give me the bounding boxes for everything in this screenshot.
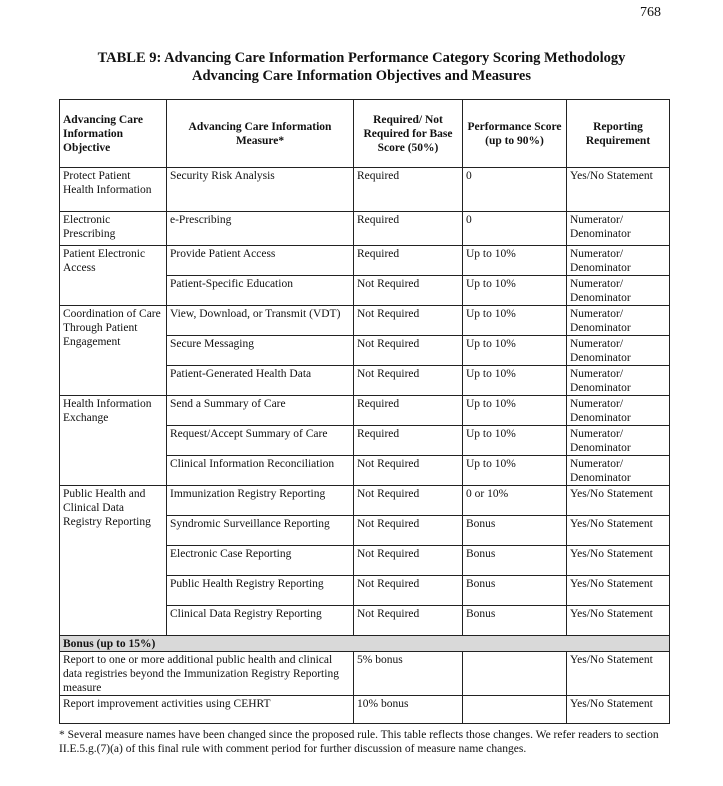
table-body xyxy=(60,168,670,724)
header-performance: Performance Score (up to 90%) xyxy=(463,100,567,168)
bonus-reporting-cell: Yes/No Statement xyxy=(567,652,670,696)
required-cell: Not Required xyxy=(354,456,463,486)
bonus-empty-cell xyxy=(463,696,567,724)
reporting-cell: Yes/No Statement xyxy=(567,516,670,546)
measure-cell: Secure Messaging xyxy=(167,336,354,366)
header-objective: Advancing Care Information Objective xyxy=(60,100,167,168)
required-cell: Not Required xyxy=(354,306,463,336)
required-cell: Not Required xyxy=(354,336,463,366)
header-reporting: Reporting Requirement xyxy=(567,100,670,168)
objective-cell: Patient Electronic Access xyxy=(60,246,167,306)
score-cell: Up to 10% xyxy=(463,336,567,366)
reporting-cell: Yes/No Statement xyxy=(567,168,670,212)
reporting-cell: Yes/No Statement xyxy=(567,546,670,576)
objective-cell: Public Health and Clinical Data Registry Reporting xyxy=(60,486,167,636)
score-cell: Up to 10% xyxy=(463,276,567,306)
bonus-description-cell: Report to one or more additional public health and clinical data registries beyond the Immunization Registry Reporting measure xyxy=(60,652,354,696)
measure-cell: View, Download, or Transmit (VDT) xyxy=(167,306,354,336)
table-title-line2: Advancing Care Information Objectives and Measures xyxy=(192,68,531,84)
required-cell: Not Required xyxy=(354,546,463,576)
objective-cell: Protect Patient Health Information xyxy=(60,168,167,212)
score-cell: 0 xyxy=(463,212,567,246)
required-cell: Not Required xyxy=(354,516,463,546)
page-number: 768 xyxy=(640,5,661,20)
score-cell: Up to 10% xyxy=(463,426,567,456)
score-cell: Up to 10% xyxy=(463,396,567,426)
objective-cell: Health Information Exchange xyxy=(60,396,167,486)
score-cell: 0 or 10% xyxy=(463,486,567,516)
score-cell: Bonus xyxy=(463,516,567,546)
required-cell: Not Required xyxy=(354,486,463,516)
measure-cell: Request/Accept Summary of Care xyxy=(167,426,354,456)
required-cell: Required xyxy=(354,426,463,456)
reporting-cell: Yes/No Statement xyxy=(567,606,670,636)
bonus-description-cell: Report improvement activities using CEHRT xyxy=(60,696,354,724)
measure-cell: Send a Summary of Care xyxy=(167,396,354,426)
footnote: * Several measure names have been changed since the proposed rule. This table reflects those changes. We refer readers to section II.E.5.g.(7)(a) of this final rule with comment period for further discussion of measure name changes. xyxy=(59,729,659,755)
reporting-cell: Yes/No Statement xyxy=(567,576,670,606)
required-cell: Required xyxy=(354,246,463,276)
bonus-score-cell: 10% bonus xyxy=(354,696,463,724)
score-cell: Bonus xyxy=(463,576,567,606)
header-required: Required/ Not Required for Base Score (50%) xyxy=(354,100,463,168)
score-cell: Up to 10% xyxy=(463,456,567,486)
table-title-line1: TABLE 9: Advancing Care Information Performance Category Scoring Methodology xyxy=(97,50,626,66)
scoring-table xyxy=(59,99,670,724)
reporting-cell: Yes/No Statement xyxy=(567,486,670,516)
measure-cell: Clinical Data Registry Reporting xyxy=(167,606,354,636)
header-measure: Advancing Care Information Measure* xyxy=(167,100,354,168)
reporting-cell: Numerator/ Denominator xyxy=(567,426,670,456)
required-cell: Not Required xyxy=(354,576,463,606)
measure-cell: Clinical Information Reconciliation xyxy=(167,456,354,486)
measure-cell: Patient-Generated Health Data xyxy=(167,366,354,396)
score-cell: Up to 10% xyxy=(463,306,567,336)
bonus-reporting-cell: Yes/No Statement xyxy=(567,696,670,724)
reporting-cell: Numerator/ Denominator xyxy=(567,212,670,246)
reporting-cell: Numerator/ Denominator xyxy=(567,366,670,396)
measure-cell: Public Health Registry Reporting xyxy=(167,576,354,606)
score-cell: Bonus xyxy=(463,606,567,636)
measure-cell: Immunization Registry Reporting xyxy=(167,486,354,516)
measure-cell: Electronic Case Reporting xyxy=(167,546,354,576)
measure-cell: e-Prescribing xyxy=(167,212,354,246)
reporting-cell: Numerator/ Denominator xyxy=(567,336,670,366)
bonus-empty-cell xyxy=(463,652,567,696)
required-cell: Not Required xyxy=(354,276,463,306)
required-cell: Not Required xyxy=(354,366,463,396)
reporting-cell: Numerator/ Denominator xyxy=(567,306,670,336)
table-title xyxy=(0,49,723,85)
score-cell: Up to 10% xyxy=(463,366,567,396)
reporting-cell: Numerator/ Denominator xyxy=(567,246,670,276)
score-cell: Bonus xyxy=(463,546,567,576)
bonus-score-cell: 5% bonus xyxy=(354,652,463,696)
measure-cell: Syndromic Surveillance Reporting xyxy=(167,516,354,546)
reporting-cell: Numerator/ Denominator xyxy=(567,276,670,306)
score-cell: Up to 10% xyxy=(463,246,567,276)
reporting-cell: Numerator/ Denominator xyxy=(567,396,670,426)
objective-cell: Coordination of Care Through Patient Engagement xyxy=(60,306,167,396)
measure-cell: Provide Patient Access xyxy=(167,246,354,276)
required-cell: Required xyxy=(354,212,463,246)
measure-cell: Security Risk Analysis xyxy=(167,168,354,212)
required-cell: Required xyxy=(354,168,463,212)
score-cell: 0 xyxy=(463,168,567,212)
objective-cell: Electronic Prescribing xyxy=(60,212,167,246)
measure-cell: Patient-Specific Education xyxy=(167,276,354,306)
bonus-heading: Bonus (up to 15%) xyxy=(60,636,670,652)
reporting-cell: Numerator/ Denominator xyxy=(567,456,670,486)
required-cell: Required xyxy=(354,396,463,426)
required-cell: Not Required xyxy=(354,606,463,636)
